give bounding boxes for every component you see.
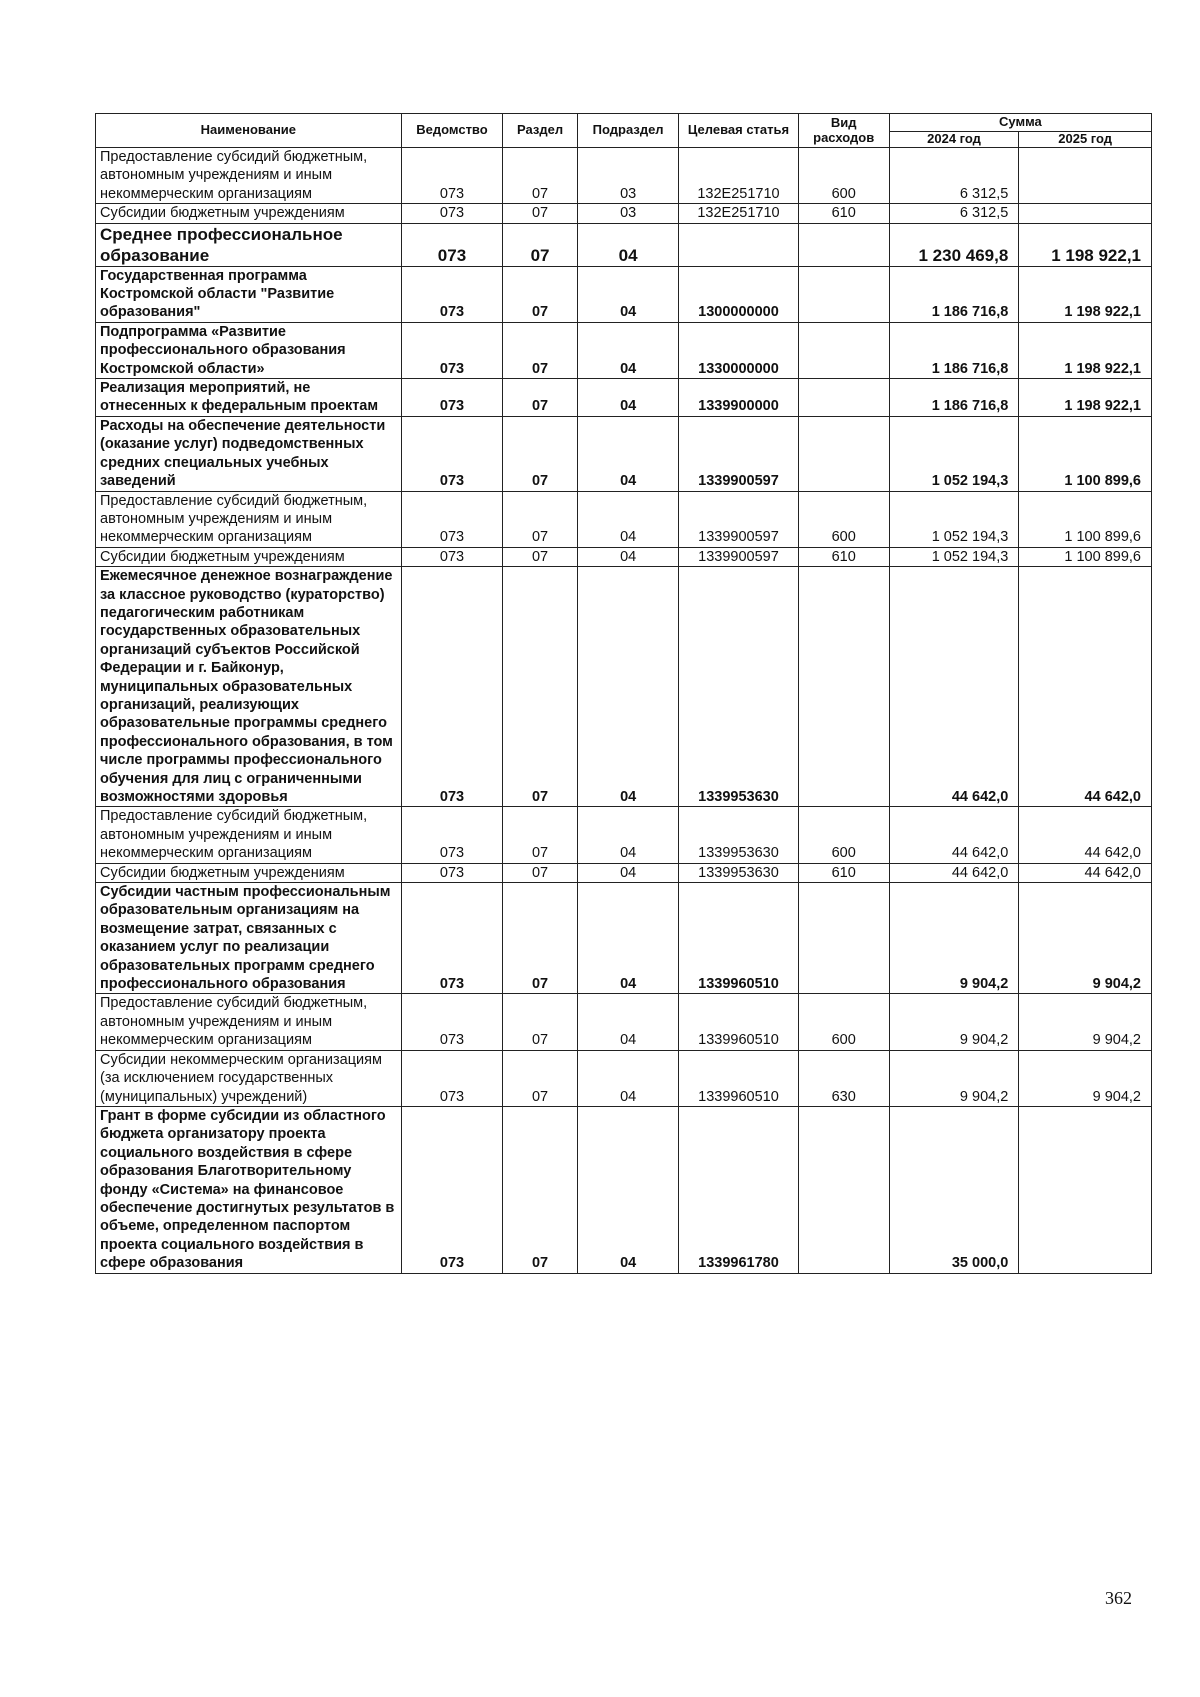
cell-name: Предоставление субсидий бюджетным, автономным учреждениям и иным некоммерческим организациям — [96, 994, 402, 1050]
cell-dept: 073 — [401, 994, 503, 1050]
cell-target: 1339960510 — [679, 883, 798, 994]
budget-table — [95, 113, 1152, 1274]
cell-section: 07 — [503, 204, 578, 223]
cell-target: 1339960510 — [679, 994, 798, 1050]
cell-target: 1339961780 — [679, 1106, 798, 1273]
table-row — [96, 863, 1152, 882]
table-row — [96, 204, 1152, 223]
cell-2025: 9 904,2 — [1019, 883, 1152, 994]
cell-2024: 35 000,0 — [889, 1106, 1019, 1273]
table-row — [96, 883, 1152, 994]
cell-kind: 610 — [798, 204, 889, 223]
table-row — [96, 266, 1152, 322]
page-number: 362 — [1105, 1588, 1132, 1608]
cell-name: Субсидии частным профессиональным образовательным организациям на возмещение затрат, связанных с оказанием услуг по реализации образовательных программ среднего профессионального образования — [96, 883, 402, 994]
cell-2024: 9 904,2 — [889, 1050, 1019, 1106]
cell-2025: 1 198 922,1 — [1019, 379, 1152, 417]
cell-dept: 073 — [401, 567, 503, 807]
cell-target: 1339953630 — [679, 863, 798, 882]
header-2025: 2025 год — [1019, 132, 1152, 148]
header-2024: 2024 год — [889, 132, 1019, 148]
cell-target: 1330000000 — [679, 322, 798, 378]
cell-dept: 073 — [401, 204, 503, 223]
cell-section: 07 — [503, 567, 578, 807]
cell-dept: 073 — [401, 379, 503, 417]
cell-subsection: 04 — [577, 863, 679, 882]
cell-target: 1339900597 — [679, 547, 798, 566]
cell-section: 07 — [503, 807, 578, 863]
cell-target: 132E251710 — [679, 204, 798, 223]
table-row — [96, 379, 1152, 417]
cell-2025: 1 198 922,1 — [1019, 322, 1152, 378]
table-body — [96, 148, 1152, 1274]
cell-2025: 1 100 899,6 — [1019, 416, 1152, 491]
cell-subsection: 04 — [577, 416, 679, 491]
cell-kind — [798, 567, 889, 807]
cell-section: 07 — [503, 491, 578, 547]
cell-subsection: 04 — [577, 567, 679, 807]
cell-2024: 44 642,0 — [889, 863, 1019, 882]
cell-target: 1339960510 — [679, 1050, 798, 1106]
header-subsection: Подраздел — [577, 114, 679, 148]
cell-name: Ежемесячное денежное вознаграждение за классное руководство (кураторство) педагогическим работникам государственных образовательных организаций субъектов Российской Федерации и г. Байконур, муниципальных образовательных организаций, реализующих образовательные программы среднего профессионального образования, в том числе программы профессионального обучения для лиц с ограниченными возможностями здоровья — [96, 567, 402, 807]
cell-name: Подпрограмма «Развитие профессионального образования Костромской области» — [96, 322, 402, 378]
cell-dept: 073 — [401, 1106, 503, 1273]
cell-2025: 44 642,0 — [1019, 567, 1152, 807]
header-dept: Ведомство — [401, 114, 503, 148]
table-row — [96, 994, 1152, 1050]
cell-2025: 1 198 922,1 — [1019, 266, 1152, 322]
cell-section: 07 — [503, 266, 578, 322]
cell-dept: 073 — [401, 491, 503, 547]
cell-dept: 073 — [401, 322, 503, 378]
cell-subsection: 03 — [577, 204, 679, 223]
table-row — [96, 223, 1152, 266]
table-row — [96, 547, 1152, 566]
cell-name: Грант в форме субсидии из областного бюджета организатору проекта социального воздействия в сфере образования Благотворительному фонду «Система» на финансовое обеспечение достигнутых результатов в объеме, определенном паспортом проекта социального воздействия в сфере образования — [96, 1106, 402, 1273]
cell-section: 07 — [503, 863, 578, 882]
header-name: Наименование — [96, 114, 402, 148]
cell-name: Предоставление субсидий бюджетным, автономным учреждениям и иным некоммерческим организациям — [96, 491, 402, 547]
cell-subsection: 04 — [577, 994, 679, 1050]
cell-subsection: 04 — [577, 807, 679, 863]
cell-dept: 073 — [401, 1050, 503, 1106]
cell-section: 07 — [503, 322, 578, 378]
cell-name: Среднее профессиональное образование — [96, 223, 402, 266]
cell-target: 1339900597 — [679, 416, 798, 491]
cell-2024: 1 052 194,3 — [889, 416, 1019, 491]
cell-2025: 1 198 922,1 — [1019, 223, 1152, 266]
cell-target: 1339900000 — [679, 379, 798, 417]
cell-name: Субсидии бюджетным учреждениям — [96, 547, 402, 566]
cell-2025 — [1019, 148, 1152, 204]
cell-2025: 44 642,0 — [1019, 863, 1152, 882]
cell-name: Предоставление субсидий бюджетным, автономным учреждениям и иным некоммерческим организациям — [96, 148, 402, 204]
cell-name: Предоставление субсидий бюджетным, автономным учреждениям и иным некоммерческим организациям — [96, 807, 402, 863]
cell-2024: 6 312,5 — [889, 148, 1019, 204]
cell-target: 132E251710 — [679, 148, 798, 204]
cell-subsection: 04 — [577, 1106, 679, 1273]
header-sum: Сумма — [889, 114, 1151, 132]
cell-subsection: 04 — [577, 379, 679, 417]
cell-section: 07 — [503, 1106, 578, 1273]
cell-dept: 073 — [401, 883, 503, 994]
cell-kind: 600 — [798, 994, 889, 1050]
table-row — [96, 1050, 1152, 1106]
cell-section: 07 — [503, 547, 578, 566]
cell-subsection: 04 — [577, 223, 679, 266]
cell-target — [679, 223, 798, 266]
cell-dept: 073 — [401, 863, 503, 882]
cell-kind: 600 — [798, 148, 889, 204]
cell-kind: 610 — [798, 863, 889, 882]
cell-section: 07 — [503, 1050, 578, 1106]
cell-subsection: 04 — [577, 1050, 679, 1106]
table-row — [96, 148, 1152, 204]
cell-2024: 44 642,0 — [889, 807, 1019, 863]
cell-kind — [798, 416, 889, 491]
cell-subsection: 03 — [577, 148, 679, 204]
cell-2024: 44 642,0 — [889, 567, 1019, 807]
cell-dept: 073 — [401, 416, 503, 491]
cell-2025: 1 100 899,6 — [1019, 547, 1152, 566]
cell-2024: 1 052 194,3 — [889, 547, 1019, 566]
cell-2024: 1 186 716,8 — [889, 266, 1019, 322]
cell-subsection: 04 — [577, 547, 679, 566]
cell-name: Субсидии некоммерческим организациям (за исключением государственных (муниципальных) учреждений) — [96, 1050, 402, 1106]
cell-2025: 44 642,0 — [1019, 807, 1152, 863]
cell-kind — [798, 379, 889, 417]
cell-2024: 1 186 716,8 — [889, 379, 1019, 417]
cell-target: 1339953630 — [679, 807, 798, 863]
cell-section: 07 — [503, 994, 578, 1050]
table-row — [96, 491, 1152, 547]
cell-2025: 1 100 899,6 — [1019, 491, 1152, 547]
table-row — [96, 322, 1152, 378]
cell-kind — [798, 266, 889, 322]
cell-2024: 9 904,2 — [889, 883, 1019, 994]
cell-section: 07 — [503, 883, 578, 994]
cell-2025: 9 904,2 — [1019, 994, 1152, 1050]
cell-2025 — [1019, 1106, 1152, 1273]
header-target: Целевая статья — [679, 114, 798, 148]
cell-subsection: 04 — [577, 491, 679, 547]
table-row — [96, 1106, 1152, 1273]
cell-kind: 610 — [798, 547, 889, 566]
cell-dept: 073 — [401, 223, 503, 266]
cell-section: 07 — [503, 148, 578, 204]
cell-subsection: 04 — [577, 322, 679, 378]
cell-name: Расходы на обеспечение деятельности (оказание услуг) подведомственных средних специальных учебных заведений — [96, 416, 402, 491]
cell-dept: 073 — [401, 547, 503, 566]
cell-section: 07 — [503, 379, 578, 417]
cell-name: Субсидии бюджетным учреждениям — [96, 863, 402, 882]
cell-dept: 073 — [401, 148, 503, 204]
cell-2024: 1 186 716,8 — [889, 322, 1019, 378]
cell-name: Государственная программа Костромской области "Развитие образования" — [96, 266, 402, 322]
header-section: Раздел — [503, 114, 578, 148]
cell-2024: 1 052 194,3 — [889, 491, 1019, 547]
cell-target: 1339953630 — [679, 567, 798, 807]
cell-dept: 073 — [401, 807, 503, 863]
cell-2025: 9 904,2 — [1019, 1050, 1152, 1106]
cell-kind: 630 — [798, 1050, 889, 1106]
cell-section: 07 — [503, 416, 578, 491]
table-header — [96, 114, 1152, 148]
cell-subsection: 04 — [577, 266, 679, 322]
cell-target: 1300000000 — [679, 266, 798, 322]
cell-kind — [798, 1106, 889, 1273]
cell-2024: 1 230 469,8 — [889, 223, 1019, 266]
cell-subsection: 04 — [577, 883, 679, 994]
cell-kind — [798, 322, 889, 378]
cell-kind — [798, 223, 889, 266]
table-row — [96, 807, 1152, 863]
cell-kind: 600 — [798, 807, 889, 863]
cell-name: Субсидии бюджетным учреждениям — [96, 204, 402, 223]
cell-kind — [798, 883, 889, 994]
cell-2024: 9 904,2 — [889, 994, 1019, 1050]
table-row — [96, 416, 1152, 491]
cell-2025 — [1019, 204, 1152, 223]
cell-kind: 600 — [798, 491, 889, 547]
header-kind: Вид расходов — [798, 114, 889, 148]
table-row — [96, 567, 1152, 807]
cell-target: 1339900597 — [679, 491, 798, 547]
cell-dept: 073 — [401, 266, 503, 322]
cell-section: 07 — [503, 223, 578, 266]
cell-2024: 6 312,5 — [889, 204, 1019, 223]
cell-name: Реализация мероприятий, не отнесенных к федеральным проектам — [96, 379, 402, 417]
